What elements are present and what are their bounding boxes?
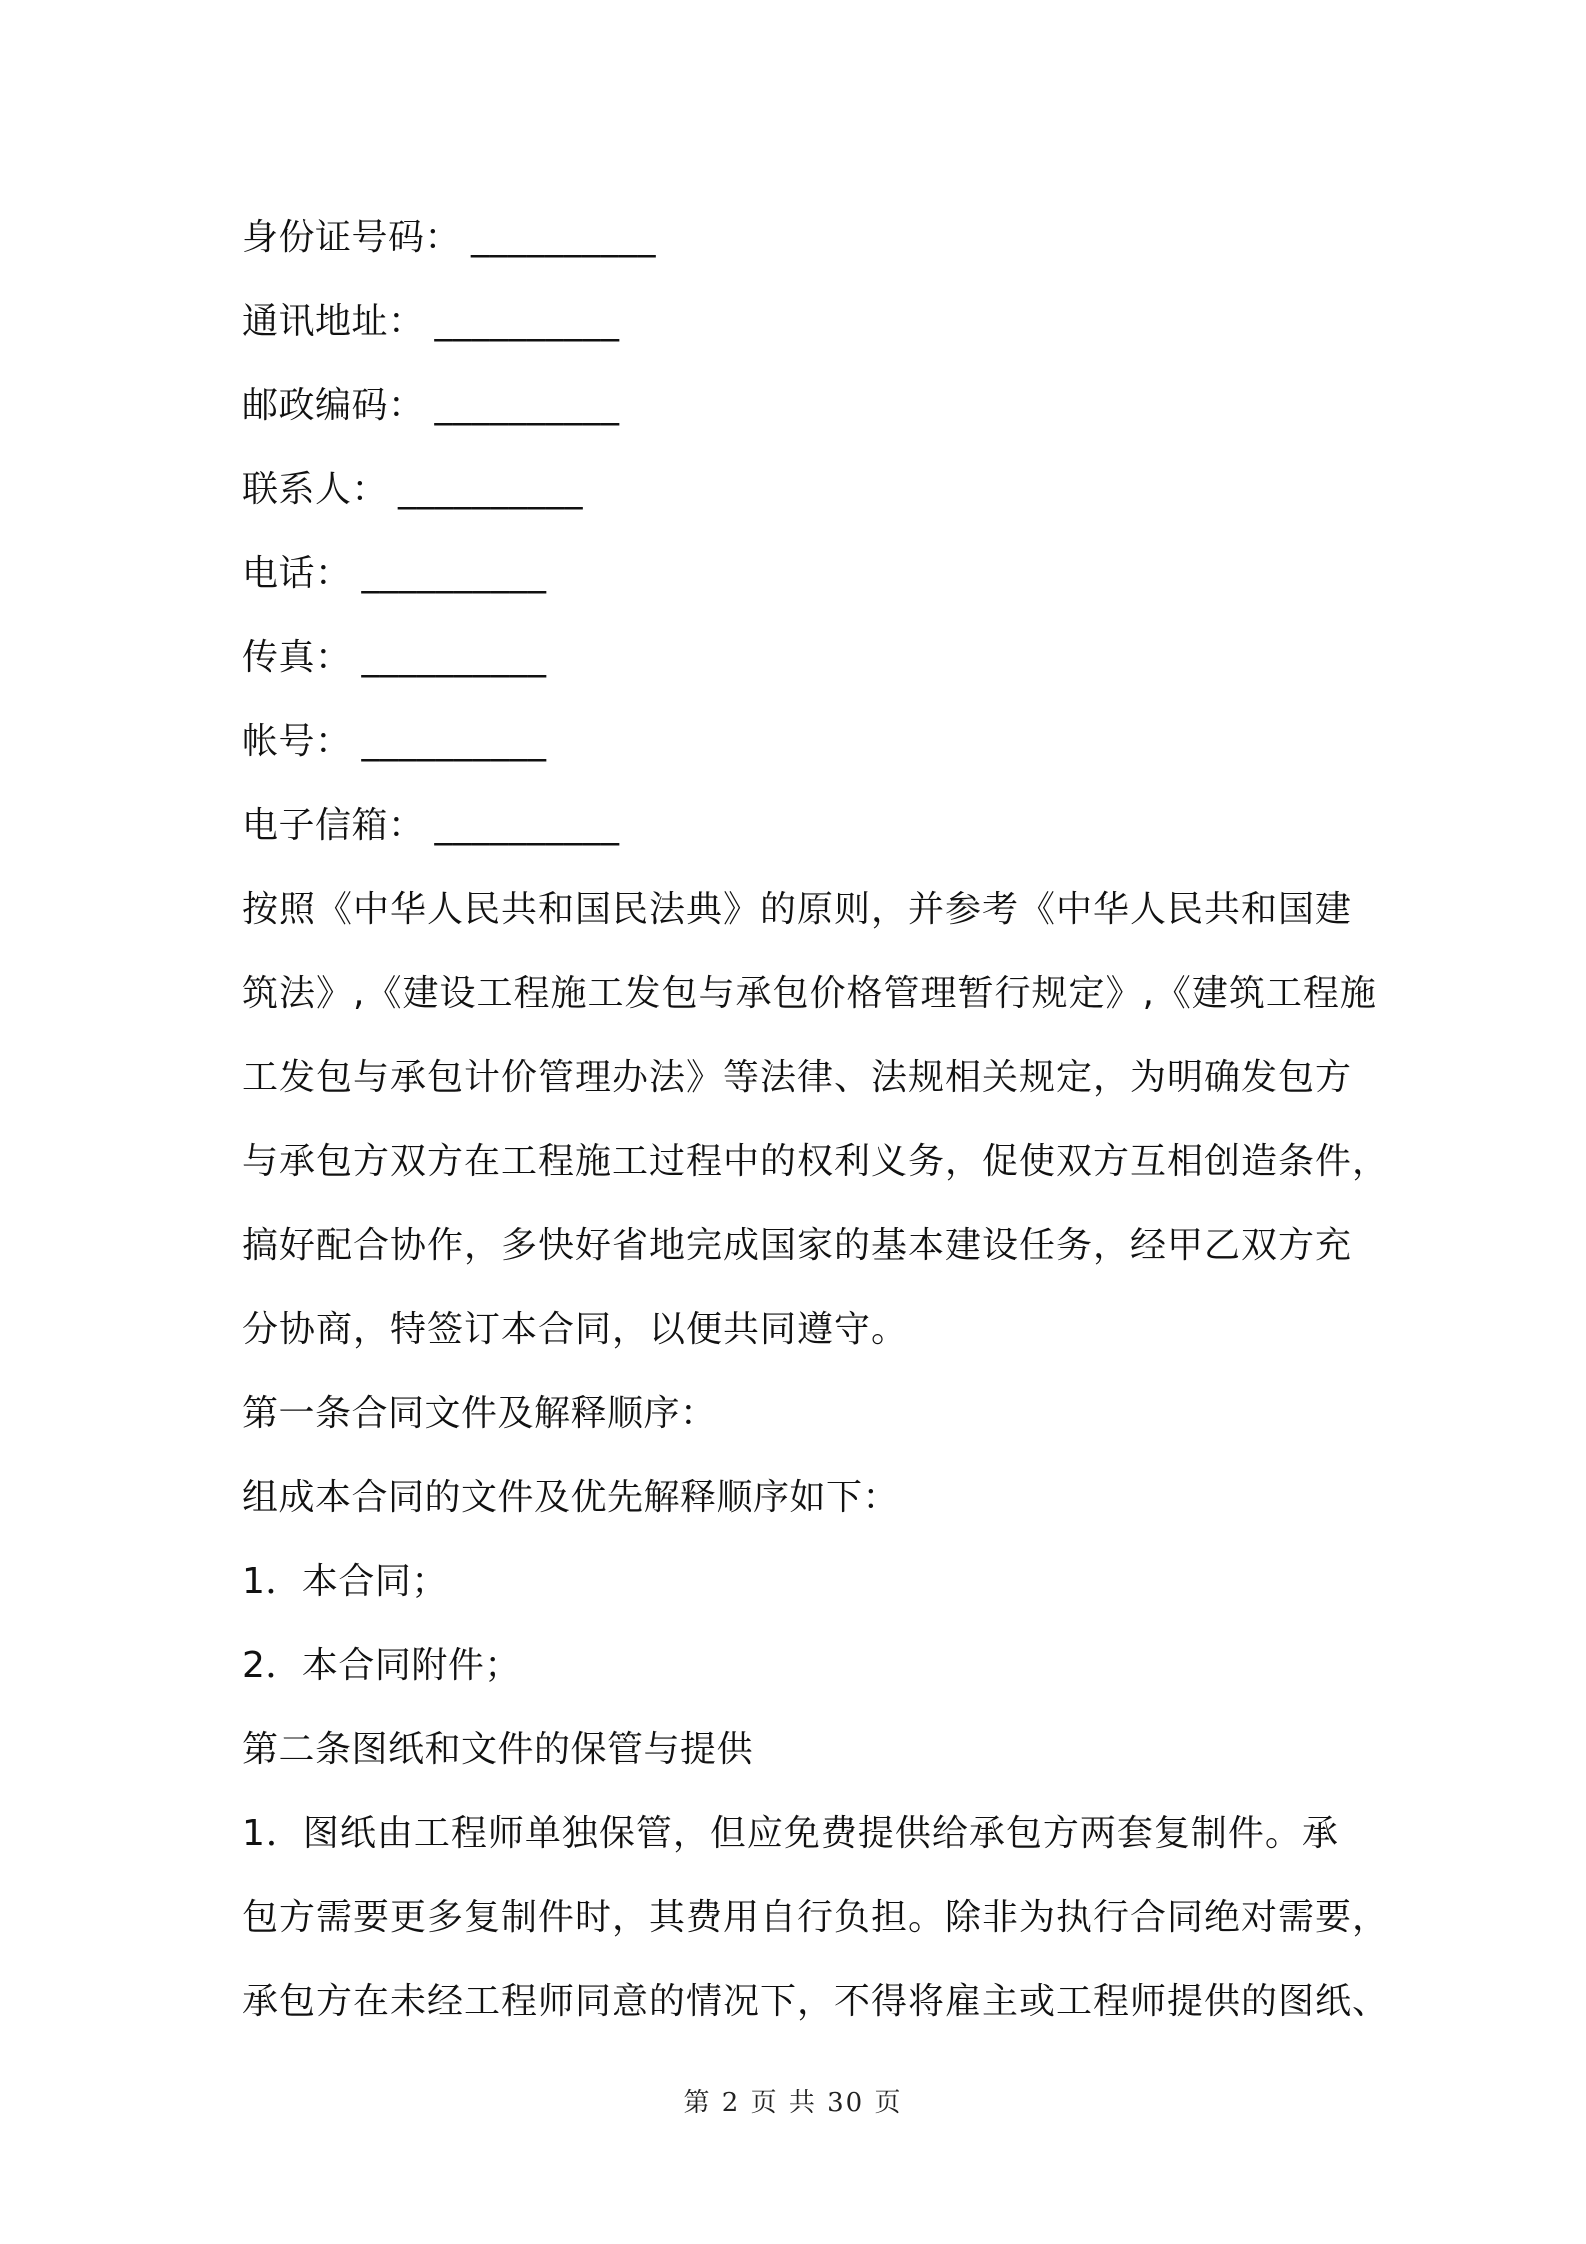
field-address xyxy=(242,280,1362,364)
article-1-item: 1．本合同； xyxy=(242,1561,448,1602)
paragraph-line: 搞好配合协作，多快好省地完成国家的基本建设任务，经甲乙双方充 xyxy=(242,1225,1353,1266)
field-blank: __________ xyxy=(361,553,547,594)
page-footer: 第 2 页 共 30 页 xyxy=(683,2088,903,2118)
preamble-paragraph xyxy=(242,868,1390,1372)
field-blank: __________ xyxy=(434,385,620,426)
field-label: 联系人： xyxy=(242,469,389,510)
paragraph-line: 分协商，特签订本合同，以便共同遵守。 xyxy=(242,1309,909,1350)
field-blank: __________ xyxy=(434,301,620,342)
paragraph-line: 承包方在未经工程师同意的情况下，不得将雇主或工程师提供的图纸、 xyxy=(242,1981,1390,2022)
field-label: 通讯地址： xyxy=(242,301,425,342)
field-blank: __________ xyxy=(361,721,547,762)
field-blank: __________ xyxy=(434,805,620,846)
field-blank: __________ xyxy=(361,637,547,678)
field-label: 帐号： xyxy=(242,721,352,762)
field-label: 电子信箱： xyxy=(242,805,425,846)
article-1-item: 2．本合同附件； xyxy=(242,1645,521,1686)
field-label: 邮政编码： xyxy=(242,385,425,426)
article-2-paragraph xyxy=(242,1792,1390,2044)
document-body xyxy=(242,196,1390,2044)
article-1-title: 第一条合同文件及解释顺序： xyxy=(242,1393,717,1434)
paragraph-line: 筑法》,《建设工程施工发包与承包价格管理暂行规定》,《建筑工程施 xyxy=(242,973,1377,1014)
field-fax xyxy=(242,616,1362,700)
field-label: 身份证号码： xyxy=(242,217,462,258)
paragraph-line: 按照《中华人民共和国民法典》的原则，并参考《中华人民共和国建 xyxy=(242,889,1353,930)
field-label: 传真： xyxy=(242,637,352,678)
paragraph-line: 包方需要更多复制件时，其费用自行负担。除非为执行合同绝对需要， xyxy=(242,1897,1390,1938)
field-label: 电话： xyxy=(242,553,352,594)
field-blank: __________ xyxy=(471,217,657,258)
field-postcode xyxy=(242,364,1362,448)
field-id-number xyxy=(242,196,1362,280)
field-account xyxy=(242,700,1362,784)
field-email xyxy=(242,784,1362,868)
paragraph-line: 工发包与承包计价管理办法》等法律、法规相关规定，为明确发包方 xyxy=(242,1057,1353,1098)
field-contact xyxy=(242,448,1362,532)
field-phone xyxy=(242,532,1362,616)
field-blank: __________ xyxy=(398,469,584,510)
article-2-title: 第二条图纸和文件的保管与提供 xyxy=(242,1729,754,1770)
article-1-intro: 组成本合同的文件及优先解释顺序如下： xyxy=(242,1477,900,1518)
paragraph-line: 与承包方双方在工程施工过程中的权利义务，促使双方互相创造条件， xyxy=(242,1141,1390,1182)
paragraph-line: 1．图纸由工程师单独保管，但应免费提供给承包方两套复制件。承 xyxy=(242,1813,1339,1854)
